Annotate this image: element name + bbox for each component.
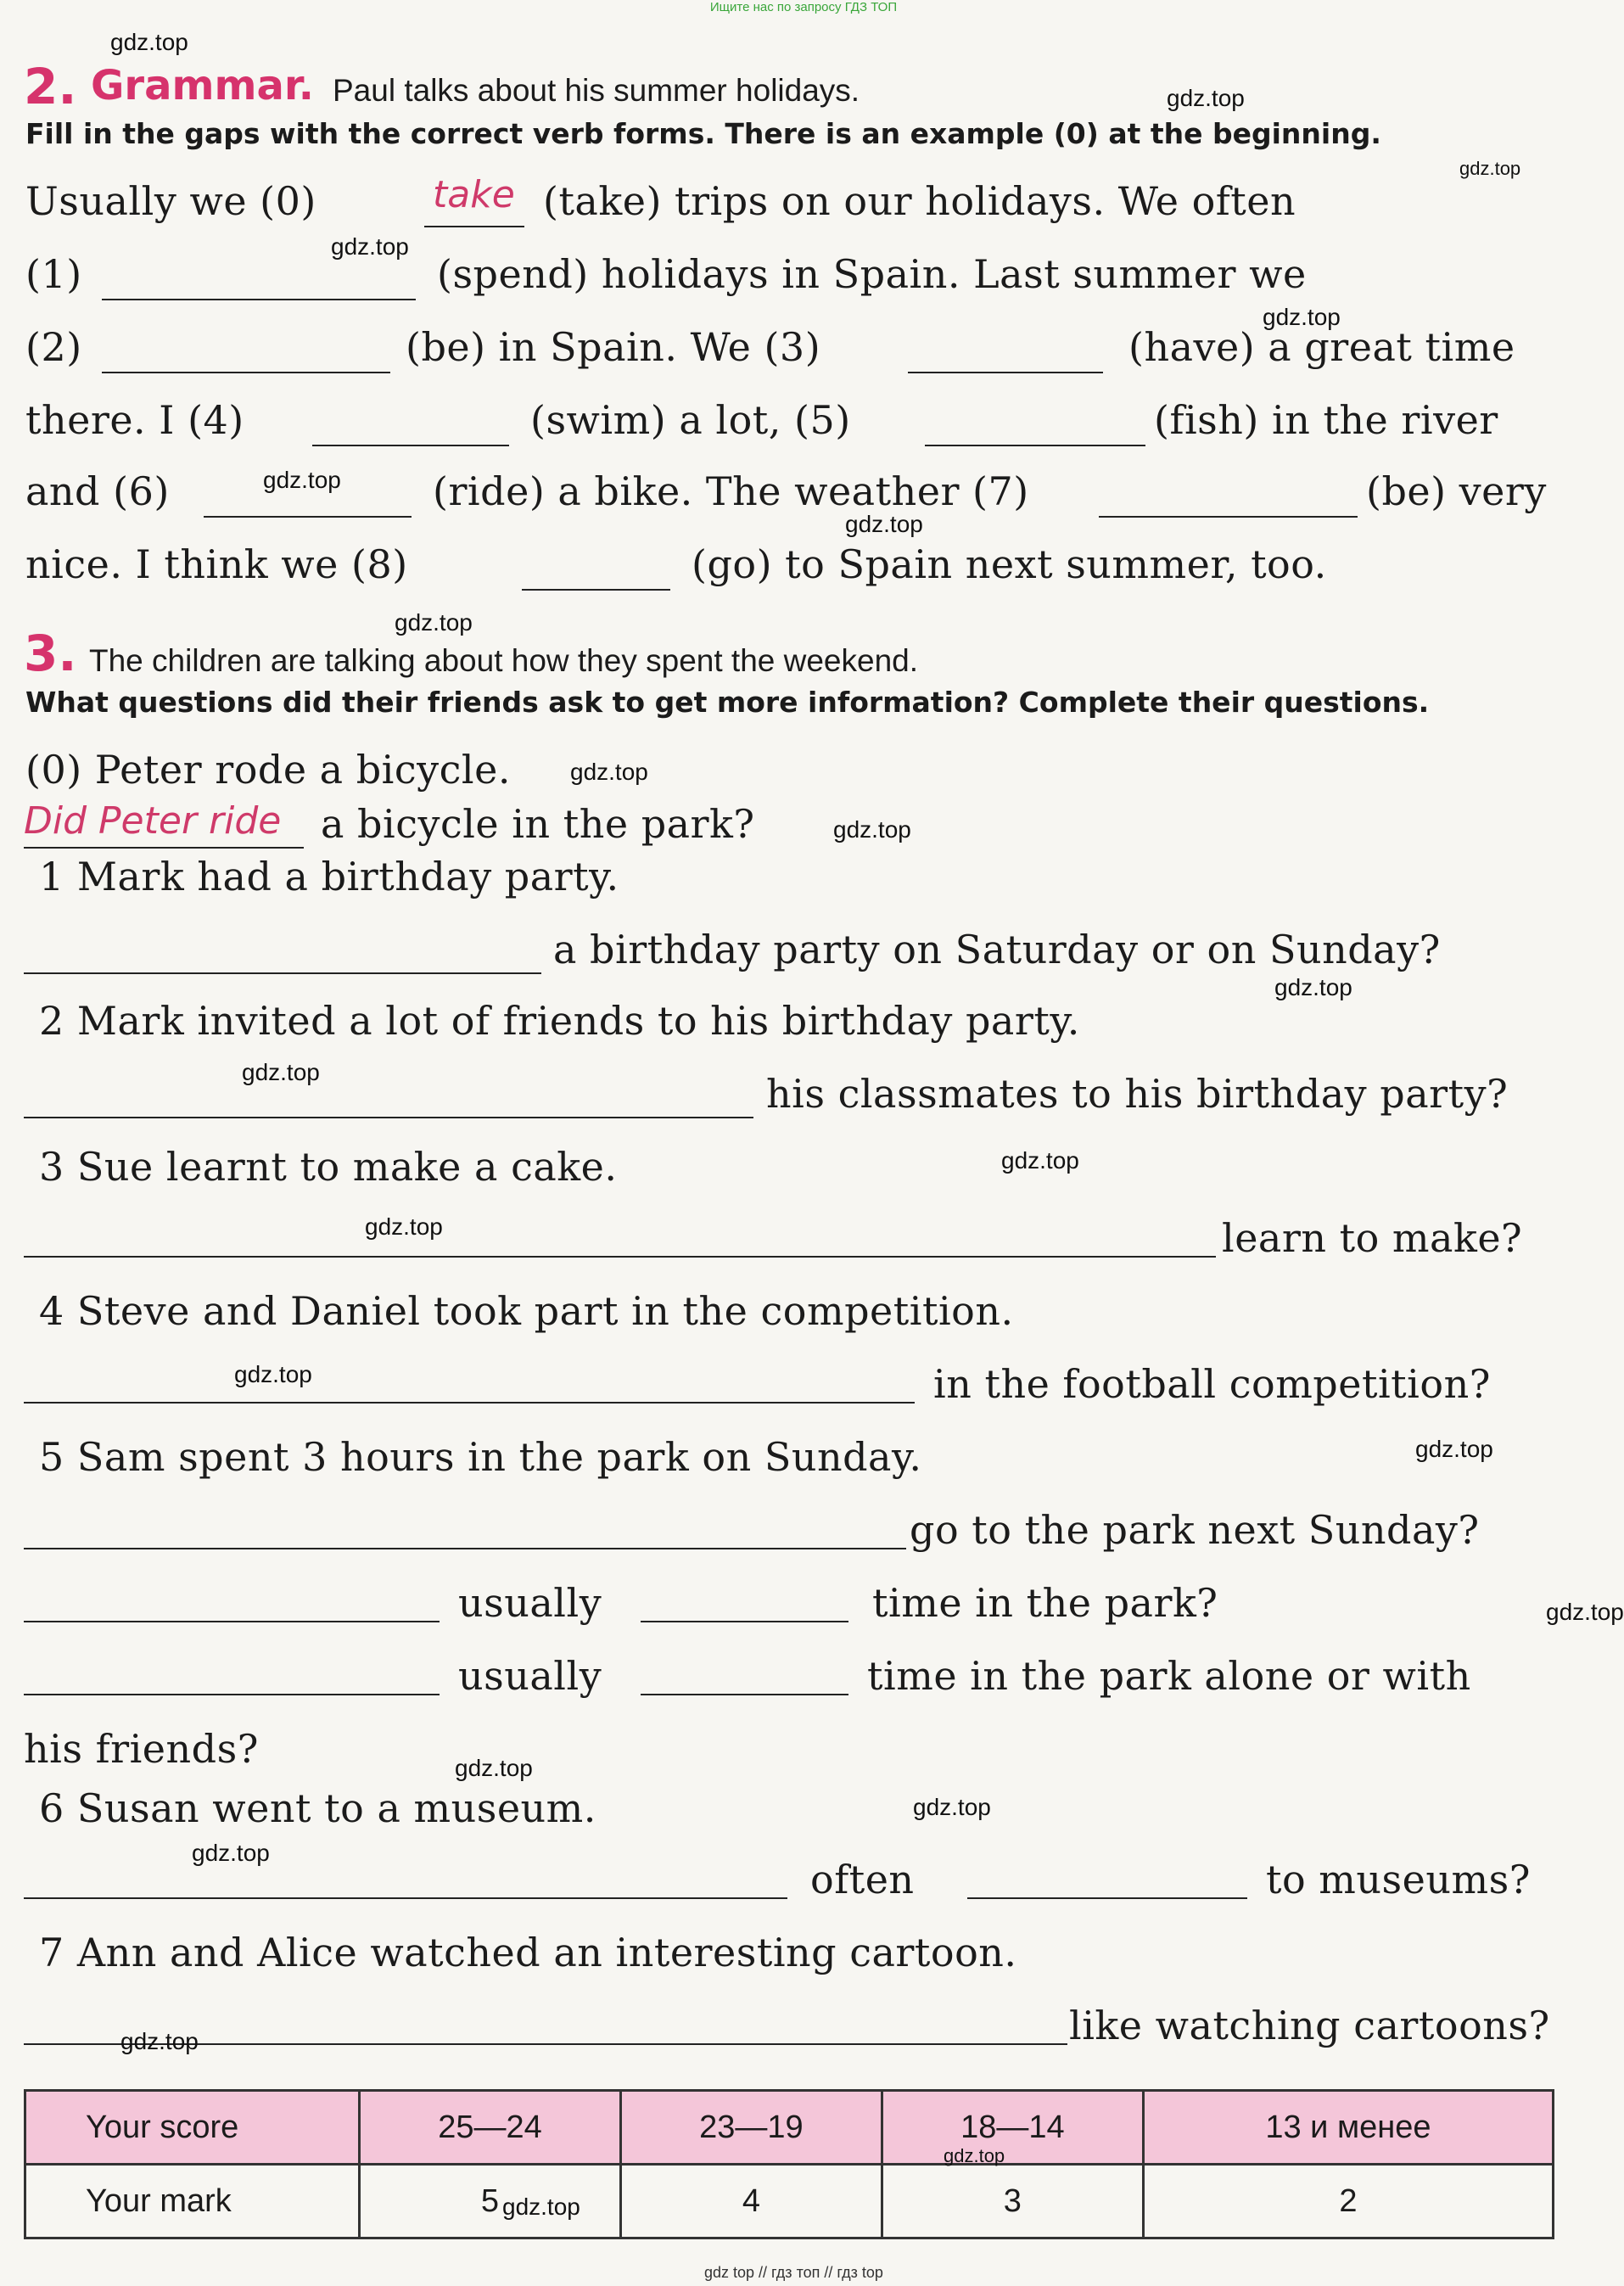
mark-cell: 2 xyxy=(1143,2165,1553,2238)
watermark: gdz.top xyxy=(570,759,648,785)
ex3-question-0: a bicycle in the park? xyxy=(321,801,755,847)
mark-cell: 5 xyxy=(360,2165,621,2238)
ex3-blank-6-2[interactable] xyxy=(967,1897,1247,1899)
ex3-sentence-5: 5 Sam spent 3 hours in the park on Sunday. xyxy=(39,1434,922,1480)
ex2-blank-6[interactable] xyxy=(204,516,412,518)
watermark: gdz.top xyxy=(263,467,341,493)
ex3-question-5c-1: usually xyxy=(458,1653,602,1699)
ex2-line-4-start: there. I (4) xyxy=(25,397,244,443)
ex2-blank-3[interactable] xyxy=(908,372,1103,373)
ex3-sentence-4: 4 Steve and Daniel took part in the competition. xyxy=(39,1288,1014,1334)
mark-cell: 4 xyxy=(620,2165,882,2238)
ex3-sentence-6: 6 Susan went to a museum. xyxy=(39,1785,596,1831)
ex2-line-6-end: (go) to Spain next summer, too. xyxy=(692,541,1327,587)
watermark: gdz.top xyxy=(1546,1599,1624,1625)
ex2-line-4-end: (fish) in the river xyxy=(1154,397,1498,443)
watermark: gdz.top xyxy=(395,609,473,636)
score-cell: 23—19 xyxy=(620,2091,882,2165)
watermark: gdz.top xyxy=(365,1213,443,1240)
ex3-blank-5b-2[interactable] xyxy=(641,1621,848,1622)
ex2-blank-7[interactable] xyxy=(1099,516,1358,518)
ex2-line-6-start: nice. I think we (8) xyxy=(25,541,408,587)
ex2-line-3-end: (have) a great time xyxy=(1128,324,1515,370)
ex2-blank-4[interactable] xyxy=(312,445,509,446)
watermark: gdz.top xyxy=(120,2028,199,2054)
exercise-3-intro: The children are talking about how they spent the weekend. xyxy=(89,643,919,678)
ex2-blank-2[interactable] xyxy=(102,372,390,373)
ex3-blank-5c-2[interactable] xyxy=(641,1694,848,1695)
watermark: gdz.top xyxy=(1167,85,1245,111)
score-cell: 18—14 xyxy=(882,2091,1143,2165)
exercise-2-title: Grammar. xyxy=(91,62,314,109)
ex3-blank-0 xyxy=(24,847,304,849)
ex2-line-2-end: (spend) holidays in Spain. Last summer we xyxy=(437,251,1307,297)
ex3-blank-4[interactable] xyxy=(24,1402,915,1404)
exercise-3-instruction: What questions did their friends ask to get more information? Complete their questions. xyxy=(25,686,1430,719)
score-label: Your score xyxy=(25,2091,360,2165)
watermark: gdz.top xyxy=(502,2194,580,2220)
ex3-question-7: like watching cartoons? xyxy=(1069,2003,1550,2048)
ex3-blank-5b-1[interactable] xyxy=(24,1621,440,1622)
ex2-line-3-start: (2) xyxy=(25,324,82,370)
ex2-line-1-end: (take) trips on our holidays. We often xyxy=(543,178,1296,224)
footer: gdz top // гдз топ // гдз top xyxy=(704,2264,883,2281)
watermark: gdz.top xyxy=(1001,1147,1079,1174)
exercise-2-intro: Paul talks about his summer holidays. xyxy=(333,73,860,108)
exercise-2-instruction: Fill in the gaps with the correct verb forms. There is an example (0) at the beginning. xyxy=(25,117,1381,150)
ex3-blank-5c-1[interactable] xyxy=(24,1694,440,1695)
ex2-blank-1[interactable] xyxy=(102,299,416,300)
ex3-blank-3[interactable] xyxy=(24,1256,1216,1258)
ex3-blank-2[interactable] xyxy=(24,1117,753,1118)
ex3-question-6-2: to museums? xyxy=(1266,1857,1531,1902)
ex3-question-1: a birthday party on Saturday or on Sunday? xyxy=(553,927,1441,972)
ex3-example-answer: Did Peter ride xyxy=(24,799,282,843)
watermark: gdz.top xyxy=(913,1794,991,1820)
ex2-line-1-start: Usually we (0) xyxy=(25,178,316,224)
ex3-sentence-0: (0) Peter rode a bicycle. xyxy=(25,747,511,793)
ex2-line-5-start: and (6) xyxy=(25,468,170,514)
ex2-line-3-middle: (be) in Spain. We (3) xyxy=(406,324,821,370)
score-row xyxy=(25,2091,1554,2165)
ex2-blank-5[interactable] xyxy=(925,445,1145,446)
ex3-question-4: in the football competition? xyxy=(933,1361,1491,1407)
ex3-blank-1[interactable] xyxy=(24,972,541,974)
ex2-example-answer: take xyxy=(433,173,515,216)
exercise-3-number: 3. xyxy=(24,625,77,682)
score-cell: 25—24 xyxy=(360,2091,621,2165)
watermark: gdz.top xyxy=(110,29,188,55)
ex2-line-5-end: (be) very xyxy=(1366,468,1547,514)
watermark: gdz.top xyxy=(192,1840,270,1866)
ex2-line-4-middle: (swim) a lot, (5) xyxy=(530,397,851,443)
ex3-question-3: learn to make? xyxy=(1222,1215,1523,1261)
ex3-question-2: his classmates to his birthday party? xyxy=(766,1071,1509,1117)
watermark: gdz.top xyxy=(331,233,409,260)
top-banner: Ищите нас по запросу ГДЗ ТОП xyxy=(709,0,898,14)
ex3-blank-6-1[interactable] xyxy=(24,1897,787,1899)
mark-label: Your mark xyxy=(25,2165,360,2238)
watermark: gdz.top xyxy=(1459,158,1521,179)
ex3-question-5a: go to the park next Sunday? xyxy=(910,1507,1480,1553)
exercise-2-number: 2. xyxy=(24,58,77,115)
watermark: gdz.top xyxy=(833,816,911,843)
ex3-sentence-3: 3 Sue learnt to make a cake. xyxy=(39,1144,618,1190)
watermark: gdz.top xyxy=(1274,974,1352,1000)
ex3-question-5b-2: time in the park? xyxy=(872,1580,1218,1626)
ex3-blank-5a[interactable] xyxy=(24,1548,906,1549)
score-table xyxy=(24,2089,1554,2239)
ex3-question-5b-1: usually xyxy=(458,1580,602,1626)
ex3-sentence-1: 1 Mark had a birthday party. xyxy=(39,854,619,899)
ex3-sentence-7: 7 Ann and Alice watched an interesting cartoon. xyxy=(39,1930,1017,1975)
watermark: gdz.top xyxy=(845,511,923,537)
ex3-question-6-1: often xyxy=(810,1857,915,1902)
watermark: gdz.top xyxy=(242,1059,320,1085)
watermark: gdz.top xyxy=(944,2145,1005,2166)
mark-row xyxy=(25,2165,1554,2238)
watermark: gdz.top xyxy=(1415,1436,1493,1462)
watermark: gdz.top xyxy=(1263,304,1341,330)
watermark: gdz.top xyxy=(234,1361,312,1387)
watermark: gdz.top xyxy=(455,1755,533,1781)
score-cell: 13 и менее xyxy=(1143,2091,1553,2165)
ex2-blank-0 xyxy=(424,226,524,227)
mark-cell: 3 xyxy=(882,2165,1143,2238)
ex2-blank-8[interactable] xyxy=(522,589,670,591)
ex3-question-5c-2: time in the park alone or with xyxy=(867,1653,1471,1699)
ex3-question-5c-3: his friends? xyxy=(24,1726,259,1772)
ex2-line-2-start: (1) xyxy=(25,251,82,297)
ex2-line-5-middle: (ride) a bike. The weather (7) xyxy=(433,468,1029,514)
ex3-sentence-2: 2 Mark invited a lot of friends to his birthday party. xyxy=(39,998,1080,1044)
